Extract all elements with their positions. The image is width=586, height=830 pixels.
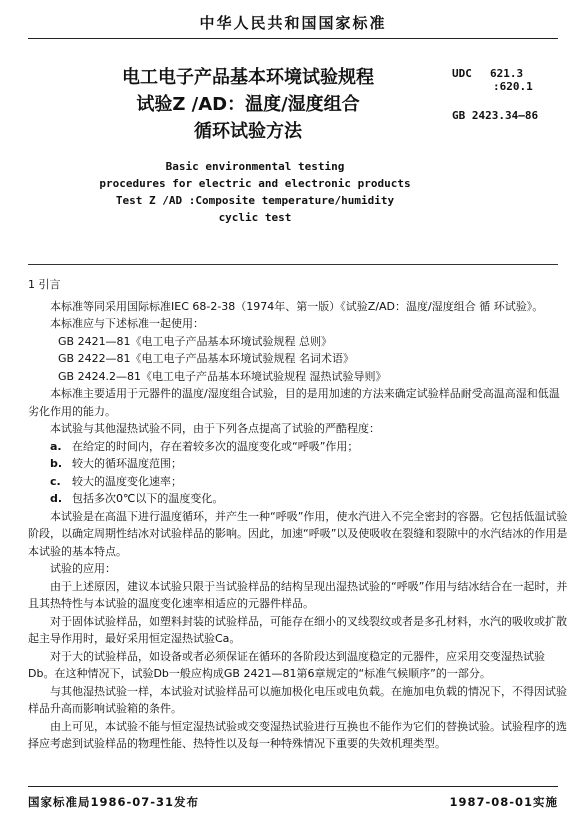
chinese-title xyxy=(88,64,408,145)
chinese-title-line-2: 试验Z /AD：温度/湿度组合 xyxy=(136,94,360,115)
english-title-line-1: Basic environmental testing xyxy=(165,160,345,173)
reference-item: GB 2421—81《电工电子产品基本环境试验规程 总则》 xyxy=(58,334,333,348)
paragraph: 由上可见，本试验不能与恒定湿热试验或交变湿热试验进行互换也不能作为它们的替换试验。试验程序的选择应考虑到试验样品的物理性能、热特性以及每一种特殊情况下重要的失效机理类型。 xyxy=(28,719,567,750)
paragraph: 本标准主要适用于元器件的温度/湿度组合试验，目的是用加速的方法来确定试验样品耐受高温高湿和低温劣化作用的能力。 xyxy=(28,387,560,418)
list-marker: c. xyxy=(50,474,61,488)
udc-value-2: :620.1 xyxy=(493,80,533,93)
section-introduction xyxy=(28,276,568,753)
list-item xyxy=(28,490,568,508)
udc-value-1: 621.3 xyxy=(490,67,524,80)
english-title-line-3: Test Z /AD :Composite temperature/humidity xyxy=(115,194,395,207)
list-marker: b. xyxy=(50,457,63,470)
english-title-line-4: cyclic test xyxy=(218,211,292,224)
udc-classification xyxy=(452,67,533,93)
paragraph: 本试验与其他湿热试验不同，由于下列各点提高了试验的严酷程度： xyxy=(50,422,380,435)
issue-date: 国家标准局1986-07-31发布 xyxy=(28,795,200,809)
paragraph: 本试验是在高温下进行温度循环，并产生一种“呼吸”作用，使水汽进入不完全密封的容器。它包括低温试验阶段，以确定周期性结冰对试验样品的影响。因此，加速“呼吸”以及使吸收在裂缝和裂隙中的水汽结冰的作用是本试验的基本特点。 xyxy=(28,509,568,558)
list-marker: d. xyxy=(50,492,63,505)
list-item xyxy=(28,473,568,491)
issuer-header: 中华人民共和国国家标准 xyxy=(199,14,387,32)
standard-number: GB 2423.34—86 xyxy=(452,109,539,122)
reference-item: GB 2422—81《电工电子产品基本环境试验规程 名词术语》 xyxy=(58,352,355,365)
udc-label: UDC xyxy=(452,67,472,80)
list-item xyxy=(28,455,568,473)
english-title xyxy=(90,158,420,226)
footer-divider xyxy=(28,786,558,787)
paragraph: 与其他湿热试验一样，本试验对试验样品可以施加极化电压或电负载。在施加电负载的情况下，不得因试验样品升高而影响试验箱的条件。 xyxy=(28,684,567,715)
chinese-title-line-3: 循环试验方法 xyxy=(194,121,302,142)
list-text: 包括多次0℃以下的温度变化。 xyxy=(72,492,224,505)
paragraph: 对于大的试验样品，如设备或者必须保证在循环的各阶段达到温度稳定的元器件，应采用交变湿热试验Db。在这种情况下，试验Db一般应构成GB 2421—81第6章规定的“标准气候顺序”的一部分。 xyxy=(28,649,545,680)
effective-date: 1987-08-01实施 xyxy=(449,795,558,809)
chinese-title-line-1: 电工电子产品基本环境试验规程 xyxy=(122,67,374,88)
header-divider xyxy=(28,38,558,39)
paragraph: 试验的应用： xyxy=(50,562,116,575)
paragraph: 本标准应与下述标准一起使用： xyxy=(50,317,204,330)
list-text: 在给定的时间内，存在着较多次的温度变化或“呼吸”作用； xyxy=(72,439,359,453)
paragraph: 对于固体试验样品，如塑料封装的试验样品，可能存在细小的叉线裂纹或者是多孔材料，水汽的吸收或扩散起主导作用时，最好采用恒定湿热试验Ca。 xyxy=(28,614,567,645)
english-title-line-2: procedures for electric and electronic products xyxy=(99,177,411,190)
section-heading: 1 引言 xyxy=(28,278,61,291)
list-item xyxy=(28,438,568,456)
reference-item: GB 2424.2—81《电工电子产品基本环境试验规程 湿热试验导则》 xyxy=(58,369,387,383)
paragraph: 由于上述原因，建议本试验只限于当试验样品的结构呈现出湿热试验的“呼吸”作用与结冰结合在一起时，并且其热特性与本试验的温度变化速率相适应的元器件样品。 xyxy=(28,579,568,610)
paragraph: 本标准等同采用国际标准IEC 68-2-38（1974年、第一版）《试验Z/AD：温度/湿度组合 循 环试验》。 xyxy=(50,299,544,313)
list-marker: a. xyxy=(50,439,62,453)
list-text: 较大的循环温度范围； xyxy=(72,457,182,470)
list-text: 较大的温度变化速率； xyxy=(72,474,182,488)
body-divider xyxy=(28,264,558,265)
